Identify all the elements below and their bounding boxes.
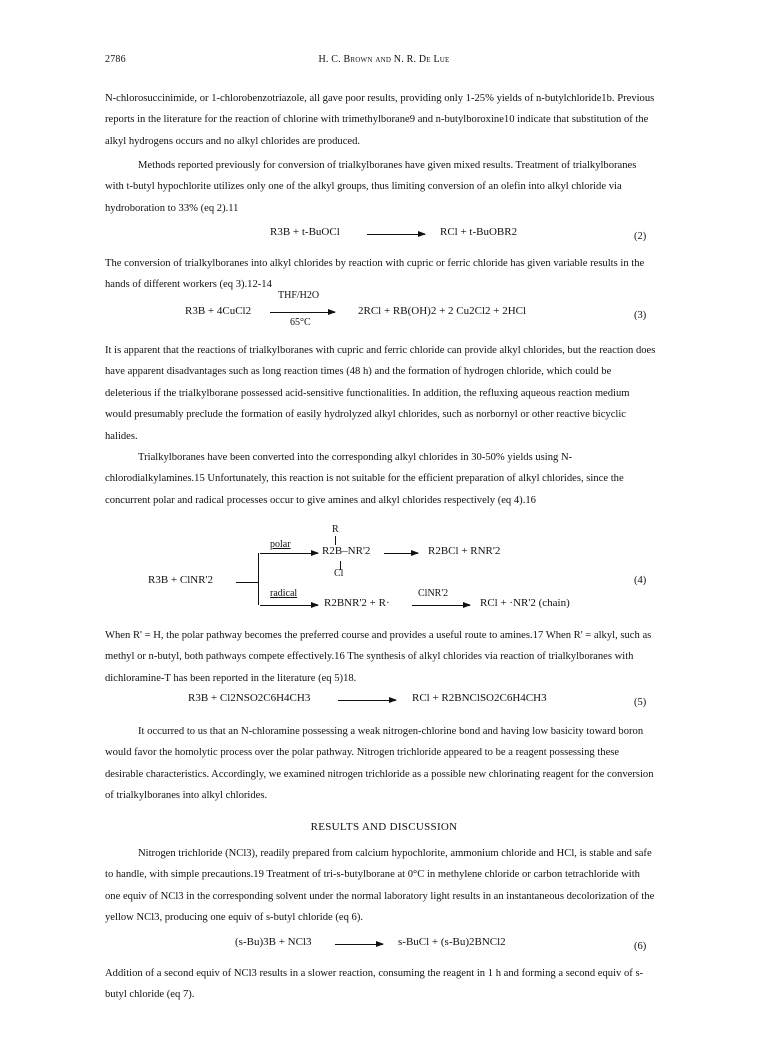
eq5-number: (5) — [634, 697, 647, 708]
paragraph-7: It occurred to us that an N-chloramine possessing a weak nitrogen-chlorine bond and having low basicity toward boron would favor the homolytic process over the polar pathway. Nitrogen trichloride appeared to be a reagent possessing these desirable characteristics. Accordingly, we examined nitrogen trichloride as a possible new chlorinating reagent for the conversion of trialkylboranes into alkyl chlorides. — [105, 726, 654, 802]
page-number: 2786 — [105, 54, 126, 65]
eq2-arrow — [367, 234, 425, 235]
paragraph-9: Addition of a second equiv of NCl3 results in a slower reaction, consuming the reagent in 1 h and forming a second equiv of s-butyl chloride (eq 7). — [105, 968, 644, 1001]
eq5-reactants: R3B + Cl2NSO2C6H4CH3 — [188, 692, 311, 704]
eq6-products: s-BuCl + (s-Bu)2BNCl2 — [398, 936, 506, 948]
eq6-number: (6) — [634, 941, 647, 952]
eq4-intermediate-r: R — [332, 524, 339, 535]
eq5-arrow — [338, 700, 396, 701]
eq4-radical-arrow-2 — [412, 605, 470, 606]
eq4-polar-intermediate: R2B–NR'2 — [322, 545, 371, 557]
eq4-radical-reagent: ClNR'2 — [418, 588, 449, 599]
eq3-condition-below: 65°C — [290, 317, 311, 328]
eq4-branch-vertical — [258, 553, 259, 605]
paragraph-1: N-chlorosuccinimide, or 1-chlorobenzotriazole, all gave poor results, providing only 1-25% yields of n-butylchloride1b. Previous reports in the literature for the reaction of chlorine with trimethylborane9 and n-butylboroxine10 indicate that substitution of the alkyl hydrogens occurs and no alkyl chlorides are produced. — [105, 93, 655, 147]
eq3-reactants: R3B + 4CuCl2 — [185, 305, 252, 317]
eq5-products: RCl + R2BNClSO2C6H4CH3 — [412, 692, 547, 704]
eq6-arrow — [335, 944, 383, 945]
eq4-branch-stem — [236, 582, 258, 583]
eq3-products: 2RCl + RB(OH)2 + 2 Cu2Cl2 + 2HCl — [358, 305, 527, 317]
eq2-number: (2) — [634, 231, 647, 242]
paragraph-2: Methods reported previously for conversion of trialkylboranes have given mixed results. Treatment of trialkylboranes with t-butyl hypochlorite utilizes only one of the alkyl groups, thus limiting conversion of an olefin into alkyl chloride via hydroboration to 33% (eq 2).11 — [105, 160, 637, 214]
eq4-radical-intermediate: R2BNR'2 + R· — [324, 597, 390, 609]
eq3-arrow — [270, 312, 335, 313]
paragraph-5: Trialkylboranes have been converted into the corresponding alkyl chlorides in 30-50% yields using N-chlorodialkylamines.15 Unfortunately, this reaction is not suitable for the efficient preparation of alkyl chlorides, since the concurrent polar and radical processes occur to give amines and alkyl chlorides respectively (eq 4).16 — [105, 452, 624, 506]
eq4-radical-arrow — [260, 605, 318, 606]
running-header-authors: H. C. Brown and N. R. De Lue — [318, 54, 450, 65]
eq4-radical-products: RCl + ·NR'2 (chain) — [480, 597, 570, 609]
eq6-reactants: (s-Bu)3B + NCl3 — [235, 936, 312, 948]
paragraph-3: The conversion of trialkylboranes into alkyl chlorides by reaction with cupric or ferric chloride has given variable results in the hands of different workers (eq 3).12-14 — [105, 258, 645, 291]
eq4-polar-products: R2BCl + RNR'2 — [428, 545, 501, 557]
eq3-number: (3) — [634, 310, 647, 321]
eq4-reactants: R3B + ClNR'2 — [148, 574, 214, 586]
eq4-polar-arrow — [260, 553, 318, 554]
section-heading: RESULTS AND DISCUSSION — [310, 821, 458, 833]
eq4-intermediate-cl: Cl — [334, 568, 344, 579]
paragraph-8: Nitrogen trichloride (NCl3), readily prepared from calcium hypochlorite, ammonium chloride and HCl, is stable and safe to handle, with simple precautions.19 Treatment of tri-s-butylborane at 0°C in methylene chloride or carbon tetrachloride with one equiv of NCl3 in the corresponding solvent under the normal laboratory light results in an instantaneous decolorization of the yellow NCl3, producing one equiv of s-butyl chloride (eq 6). — [105, 848, 655, 924]
eq2-products: RCl + t-BuOBR2 — [440, 226, 518, 238]
eq4-number: (4) — [634, 575, 647, 586]
eq4-polar-arrow-2 — [384, 553, 418, 554]
eq4-polar-label: polar — [270, 539, 291, 550]
eq3-condition-above: THF/H2O — [278, 290, 320, 301]
eq4-bond-r — [335, 536, 336, 545]
eq4-radical-label: radical — [270, 588, 298, 599]
paragraph-4: It is apparent that the reactions of trialkylboranes with cupric and ferric chloride can provide alkyl chlorides, but the reaction does have apparent disadvantages such as long reaction times (48 h) and the formation of hydrogen chloride, which could be deleterious if the trialkylborane possessed acid-sensitive functionalities. In addition, the refluxing aqueous reaction medium would presumably preclude the formation of easily hydrolyzed alkyl chlorides, such as norbornyl or other reactive bicyclic halides. — [105, 345, 656, 442]
paragraph-6: When R' = H, the polar pathway becomes the preferred course and provides a useful route to amines.17 When R' = alkyl, such as methyl or n-butyl, both pathways compete effectively.16 The synthesis of alkyl chlorides via reaction of trialkylboranes with dichloramine-T has been reported in the literature (eq 5)18. — [105, 630, 652, 684]
eq2-reactants: R3B + t-BuOCl — [270, 226, 340, 238]
